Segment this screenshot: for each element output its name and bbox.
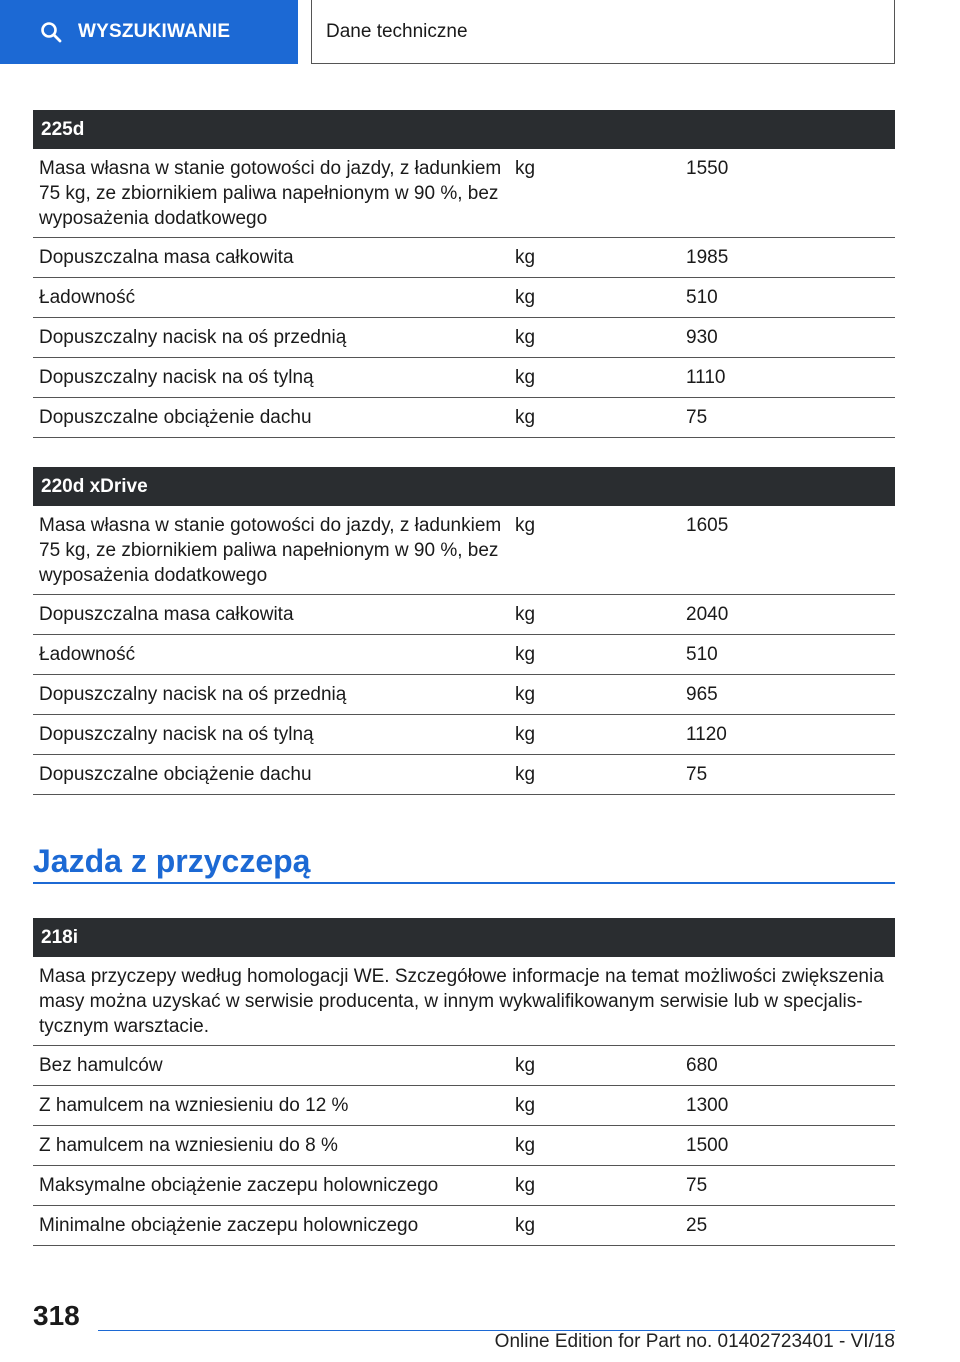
table-row bbox=[33, 675, 895, 715]
table-row bbox=[33, 278, 895, 318]
table-row bbox=[33, 238, 895, 278]
row-label: Z hamulcem na wzniesieniu do 8 % bbox=[39, 1135, 338, 1156]
search-icon bbox=[40, 21, 62, 43]
row-label: Maksymalne obciążenie zaczepu holowniczego bbox=[39, 1175, 439, 1196]
row-label: Dopuszczalne obciążenie dachu bbox=[39, 764, 312, 785]
table-header: 225d bbox=[33, 110, 895, 149]
row-value: 75 bbox=[686, 764, 708, 785]
table-note: Masa przyczepy według homologacji WE. Szczegółowe informacje na temat możliwości zwiększenia masy można uzyskać w serwisie producenta, w innym wykwalifikowanym serwisie lub w specjalistycznym warsztacie. bbox=[33, 957, 895, 1046]
page-number: 318 bbox=[33, 1300, 80, 1331]
row-label: Dopuszczalne obciążenie dachu bbox=[39, 407, 312, 428]
row-label: Ładowność bbox=[39, 644, 136, 665]
row-unit: kg bbox=[515, 1055, 536, 1076]
row-value: 1120 bbox=[686, 724, 727, 745]
table-row bbox=[33, 318, 895, 358]
row-label: Dopuszczalny nacisk na oś tylną bbox=[39, 724, 314, 745]
row-value: 75 bbox=[686, 1175, 708, 1196]
row-label: Masa własna w stanie gotowości do jazdy, z ładunkiem 75 kg, ze zbiornikiem paliwa napełnionym w 90 %, bez wyposażenia dodatkowego bbox=[39, 158, 502, 229]
row-unit: kg bbox=[515, 724, 536, 745]
row-value: 1605 bbox=[686, 515, 729, 536]
row-value: 930 bbox=[686, 327, 718, 348]
row-label: Dopuszczalny nacisk na oś tylną bbox=[39, 367, 314, 388]
row-unit: kg bbox=[515, 407, 536, 428]
table-row bbox=[33, 715, 895, 755]
row-value: 1985 bbox=[686, 247, 729, 268]
row-unit: kg bbox=[515, 604, 536, 625]
row-unit: kg bbox=[515, 515, 536, 536]
table-row bbox=[33, 1126, 895, 1166]
row-unit: kg bbox=[515, 247, 536, 268]
table-header: 220d xDrive bbox=[33, 467, 895, 506]
search-button[interactable] bbox=[0, 0, 298, 64]
row-label: Dopuszczalna masa całkowita bbox=[39, 247, 294, 268]
trailer-table-218i bbox=[33, 918, 895, 1246]
row-label: Dopuszczalna masa całkowita bbox=[39, 604, 294, 625]
table-row bbox=[33, 1086, 895, 1126]
row-unit: kg bbox=[515, 1175, 536, 1196]
row-label: Masa własna w stanie gotowości do jazdy, z ładunkiem 75 kg, ze zbiornikiem paliwa napełnionym w 90 %, bez wyposażenia dodatkowego bbox=[39, 515, 502, 586]
row-unit: kg bbox=[515, 158, 536, 179]
row-unit: kg bbox=[515, 287, 536, 308]
row-unit: kg bbox=[515, 684, 536, 705]
row-unit: kg bbox=[515, 367, 536, 388]
row-value: 1500 bbox=[686, 1135, 729, 1156]
row-unit: kg bbox=[515, 1095, 536, 1116]
table-row bbox=[33, 398, 895, 438]
table-row bbox=[33, 595, 895, 635]
section-title[interactable] bbox=[311, 0, 895, 64]
table-row bbox=[33, 506, 895, 595]
table-row bbox=[33, 755, 895, 795]
row-value: 1110 bbox=[686, 367, 726, 388]
row-label: Bez hamulców bbox=[39, 1055, 163, 1076]
row-label: Minimalne obciążenie zaczepu holowniczego bbox=[39, 1215, 419, 1236]
row-label: Z hamulcem na wzniesieniu do 12 % bbox=[39, 1095, 349, 1116]
row-value: 25 bbox=[686, 1215, 708, 1236]
row-label: Ładowność bbox=[39, 287, 136, 308]
row-value: 2040 bbox=[686, 604, 729, 625]
row-label: Dopuszczalny nacisk na oś przednią bbox=[39, 327, 347, 348]
section-heading: Jazda z przyczepą bbox=[33, 838, 895, 884]
table-row bbox=[33, 1206, 895, 1246]
row-value: 680 bbox=[686, 1055, 718, 1076]
row-value: 965 bbox=[686, 684, 718, 705]
table-header: 218i bbox=[33, 918, 895, 957]
row-value: 75 bbox=[686, 407, 708, 428]
spec-table-225d bbox=[33, 110, 895, 438]
row-unit: kg bbox=[515, 764, 536, 785]
row-value: 1550 bbox=[686, 158, 729, 179]
row-unit: kg bbox=[515, 1215, 536, 1236]
row-value: 1300 bbox=[686, 1095, 729, 1116]
table-row bbox=[33, 1046, 895, 1086]
edition-text: Online Edition for Part no. 01402723401 - VI/18 bbox=[494, 1331, 895, 1352]
table-row bbox=[33, 149, 895, 238]
table-row bbox=[33, 635, 895, 675]
row-value: 510 bbox=[686, 287, 718, 308]
table-row bbox=[33, 1166, 895, 1206]
spec-table-220d-xdrive bbox=[33, 467, 895, 795]
search-label: WYSZUKIWANIE bbox=[78, 21, 231, 42]
table-row bbox=[33, 358, 895, 398]
section-title-text: Dane techniczne bbox=[326, 20, 468, 42]
row-value: 510 bbox=[686, 644, 718, 665]
row-unit: kg bbox=[515, 644, 536, 665]
row-unit: kg bbox=[515, 1135, 536, 1156]
row-label: Dopuszczalny nacisk na oś przednią bbox=[39, 684, 347, 705]
row-unit: kg bbox=[515, 327, 536, 348]
